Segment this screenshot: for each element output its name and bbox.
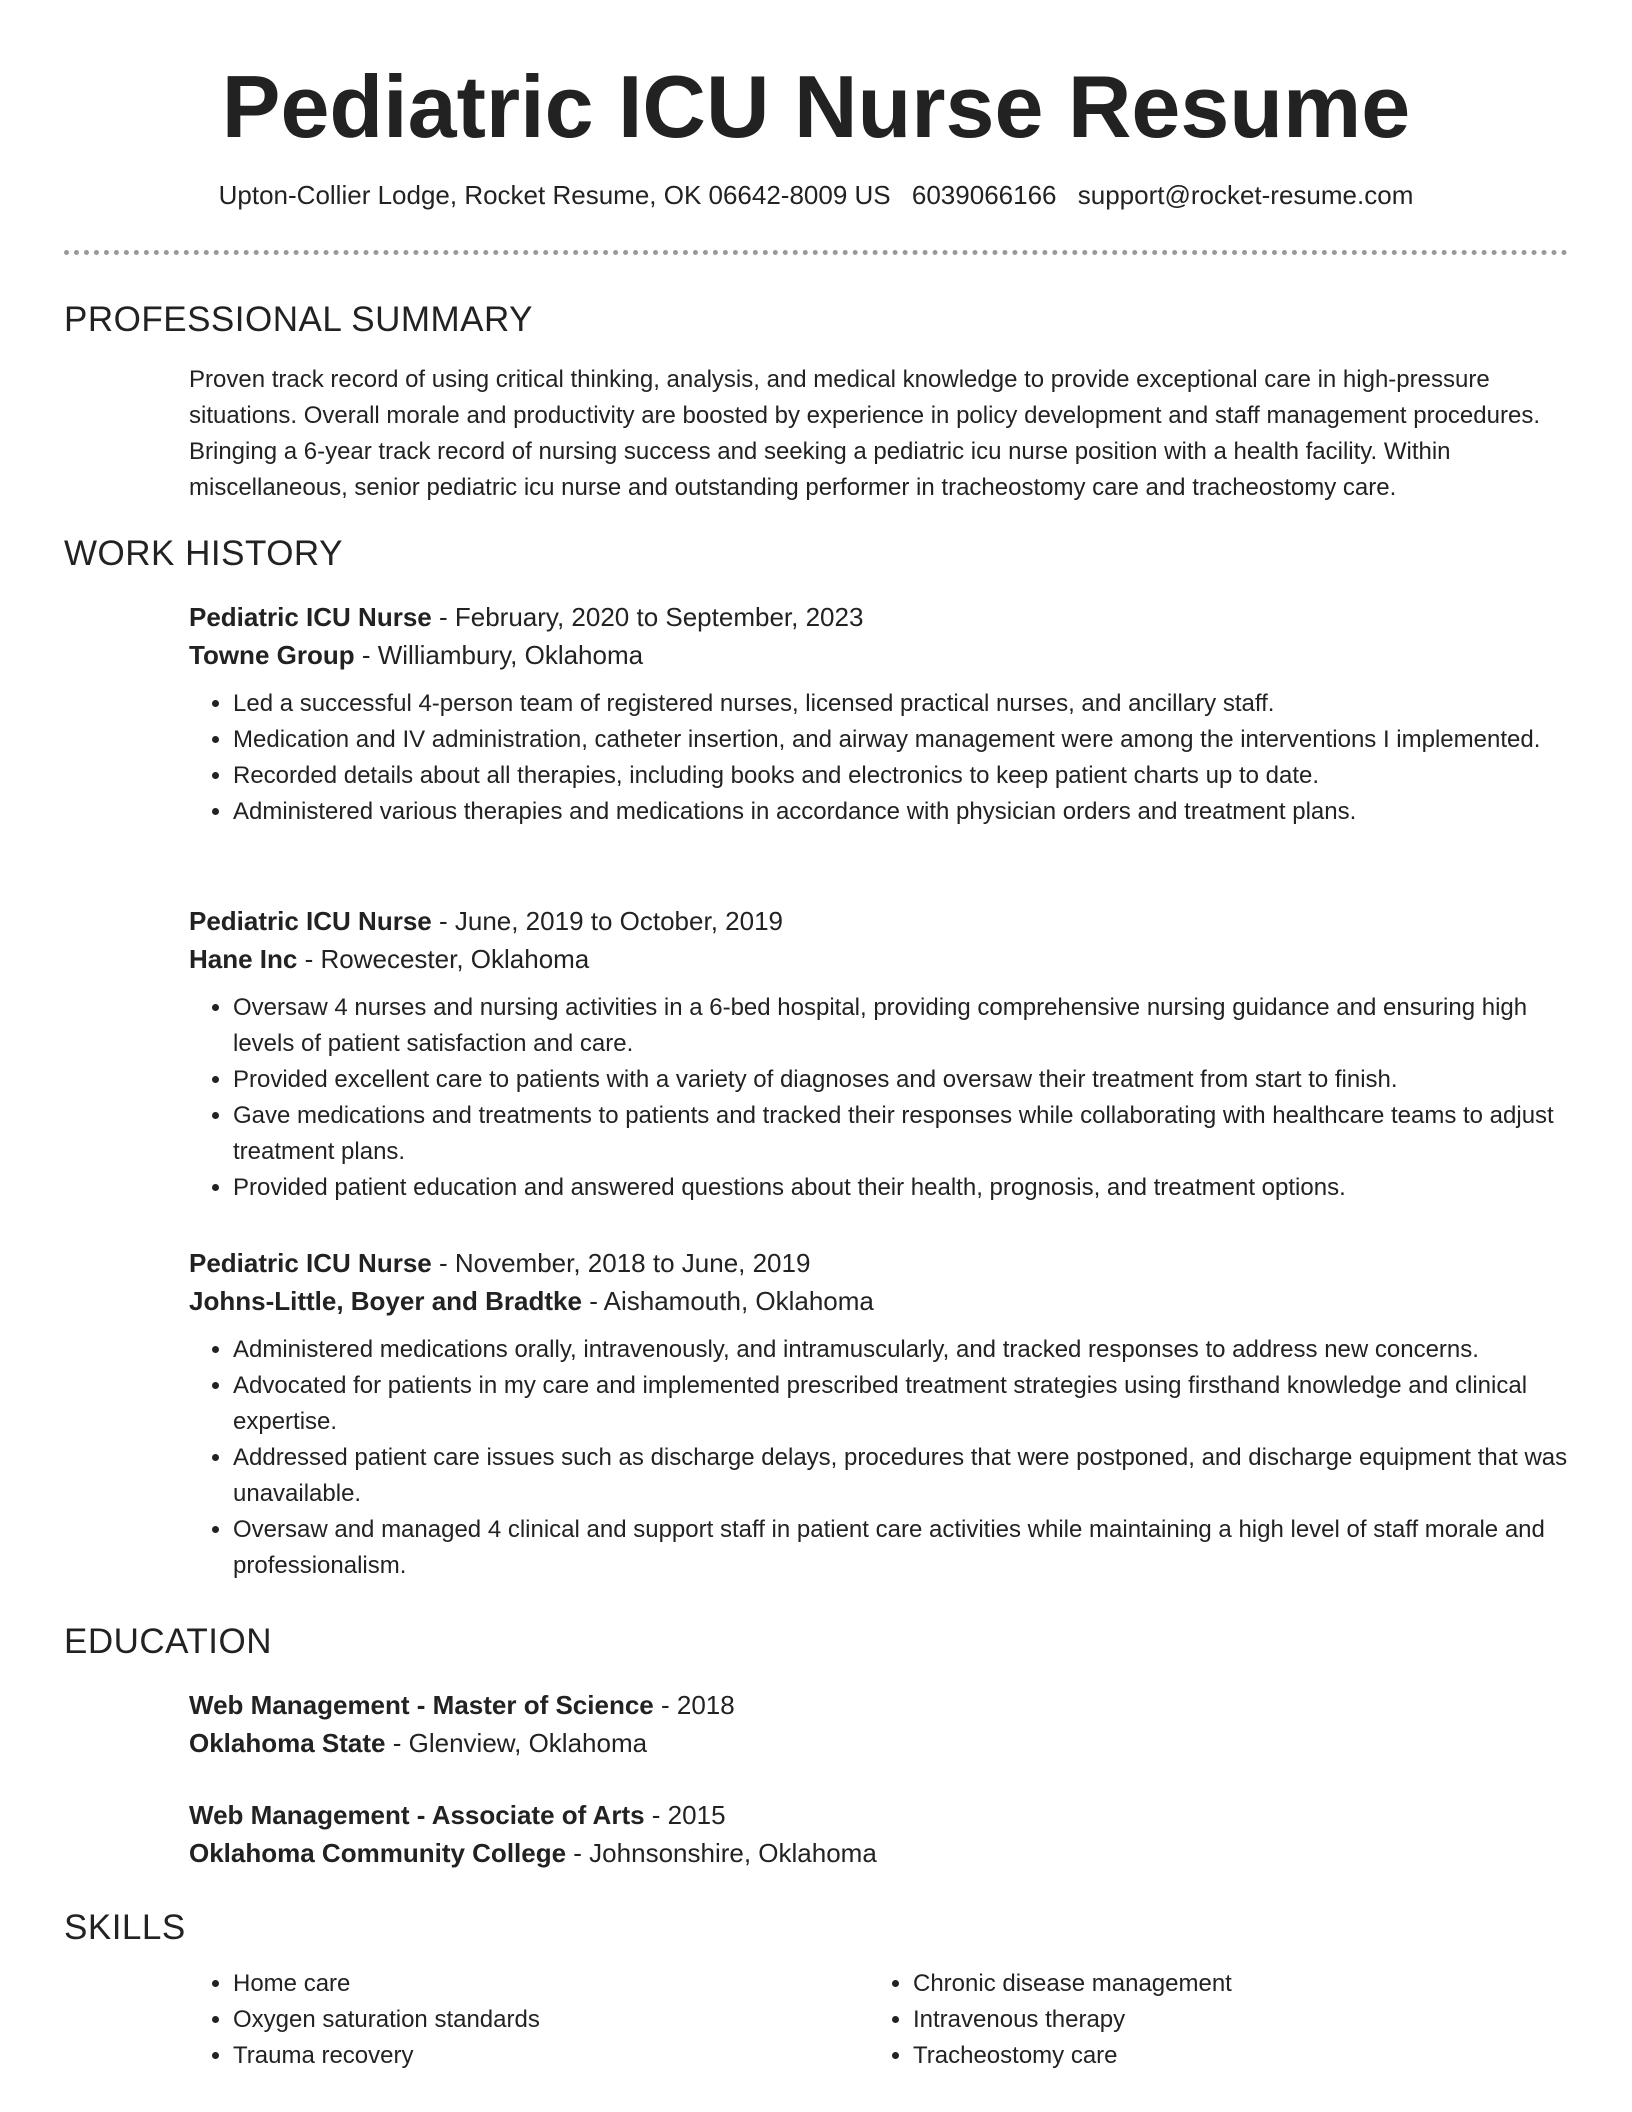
- job-location: - Williambury, Oklahoma: [354, 640, 644, 670]
- job-company: Johns-Little, Boyer and Bradtke: [189, 1286, 582, 1316]
- education-entry: [189, 1796, 1569, 1872]
- contact-address: Upton-Collier Lodge, Rocket Resume, OK 06642-8009 US: [218, 180, 891, 210]
- job-dates: - November, 2018 to June, 2019: [431, 1248, 811, 1278]
- education-degree: Web Management - Master of Science: [189, 1690, 654, 1720]
- job-title: Pediatric ICU Nurse: [189, 1248, 432, 1278]
- skill-item: • Trauma recovery: [233, 2038, 869, 2074]
- job-title: Pediatric ICU Nurse: [189, 602, 432, 632]
- job-company: Hane Inc: [189, 944, 298, 974]
- job-bullet: • Provided patient education and answered questions about their health, prognosis, and treatment options.: [233, 1170, 1569, 1206]
- summary-block: [189, 362, 1569, 506]
- skills-column-left: [189, 1966, 869, 2074]
- header-divider: [64, 250, 1568, 255]
- job-bullet: • Administered various therapies and medications in accordance with physician orders and treatment plans.: [233, 794, 1569, 830]
- job-title: Pediatric ICU Nurse: [189, 906, 432, 936]
- job-title-line: [189, 598, 1569, 636]
- job-location: - Rowecester, Oklahoma: [297, 944, 590, 974]
- job-bullet: • Oversaw 4 nurses and nursing activities in a 6-bed hospital, providing comprehensive nursing guidance and ensuring high levels of patient satisfaction and care.: [233, 990, 1569, 1062]
- job-company-line: [189, 940, 1569, 978]
- education-school: Oklahoma State: [189, 1728, 386, 1758]
- job-title-line: [189, 902, 1569, 940]
- job-bullet: • Led a successful 4-person team of registered nurses, licensed practical nurses, and ancillary staff.: [233, 686, 1569, 722]
- education-degree-line: [189, 1686, 1569, 1724]
- job-company: Towne Group: [189, 640, 355, 670]
- job-entry: [189, 598, 1569, 830]
- job-bullet: • Gave medications and treatments to patients and tracked their responses while collaborating with healthcare teams to adjust treatment plans.: [233, 1098, 1569, 1170]
- contact-email: support@rocket-resume.com: [1077, 180, 1414, 210]
- job-dates: - June, 2019 to October, 2019: [431, 906, 783, 936]
- job-company-line: [189, 1282, 1569, 1320]
- education-location: - Glenview, Oklahoma: [385, 1728, 648, 1758]
- education-location: - Johnsonshire, Oklahoma: [566, 1838, 877, 1868]
- job-bullets: [189, 686, 1569, 830]
- skills-heading: SKILLS: [64, 1908, 186, 1947]
- job-bullet: • Medication and IV administration, catheter insertion, and airway management were among the interventions I implemented.: [233, 722, 1569, 758]
- job-bullets: [189, 990, 1569, 1206]
- job-entry: [189, 1244, 1569, 1584]
- skill-item: • Intravenous therapy: [913, 2002, 1549, 2038]
- job-location: - Aishamouth, Oklahoma: [581, 1286, 874, 1316]
- job-bullet: • Recorded details about all therapies, including books and electronics to keep patient charts up to date.: [233, 758, 1569, 794]
- job-bullet: • Addressed patient care issues such as discharge delays, procedures that were postponed, and discharge equipment that was unavailable.: [233, 1440, 1569, 1512]
- education-degree-line: [189, 1796, 1569, 1834]
- education-school-line: [189, 1834, 1569, 1872]
- skills-list: [189, 1966, 1569, 2074]
- skill-item: • Chronic disease management: [913, 1966, 1549, 2002]
- job-company-line: [189, 636, 1569, 674]
- education-degree: Web Management - Associate of Arts: [189, 1800, 645, 1830]
- education-school: Oklahoma Community College: [189, 1838, 567, 1868]
- contact-phone: 6039066166: [911, 180, 1057, 210]
- education-heading: EDUCATION: [64, 1622, 273, 1661]
- education-year: - 2018: [653, 1690, 735, 1720]
- job-entry: [189, 902, 1569, 1206]
- summary-text: Proven track record of using critical thinking, analysis, and medical knowledge to provide exceptional care in high-pressure situations. Overall morale and productivity are boosted by experience in policy development and staff management procedures. Bringing a 6-year track record of nursing success and seeking a pediatric icu nurse position with a health facility. Within miscellaneous, senior pediatric icu nurse and outstanding performer in tracheostomy care and tracheostomy care.: [189, 366, 1540, 501]
- job-bullet: • Provided excellent care to patients with a variety of diagnoses and oversaw their treatment from start to finish.: [233, 1062, 1569, 1098]
- job-bullet: • Advocated for patients in my care and implemented prescribed treatment strategies using firsthand knowledge and clinical expertise.: [233, 1368, 1569, 1440]
- skill-item: • Home care: [233, 1966, 869, 2002]
- education-entry: [189, 1686, 1569, 1762]
- education-school-line: [189, 1724, 1569, 1762]
- job-bullet: • Oversaw and managed 4 clinical and support staff in patient care activities while maintaining a high level of staff morale and professionalism.: [233, 1512, 1569, 1584]
- summary-heading: PROFESSIONAL SUMMARY: [64, 300, 533, 339]
- job-bullet: • Administered medications orally, intravenously, and intramuscularly, and tracked responses to address new concerns.: [233, 1332, 1569, 1368]
- education-year: - 2015: [644, 1800, 726, 1830]
- job-title-line: [189, 1244, 1569, 1282]
- work-heading: WORK HISTORY: [64, 534, 343, 573]
- contact-line: [0, 178, 1632, 212]
- resume-title: Pediatric ICU Nurse Resume: [221, 57, 1411, 156]
- skill-item: • Oxygen saturation standards: [233, 2002, 869, 2038]
- job-bullets: [189, 1332, 1569, 1584]
- job-dates: - February, 2020 to September, 2023: [431, 602, 864, 632]
- skill-item: • Tracheostomy care: [913, 2038, 1549, 2074]
- skills-column-right: [869, 1966, 1549, 2074]
